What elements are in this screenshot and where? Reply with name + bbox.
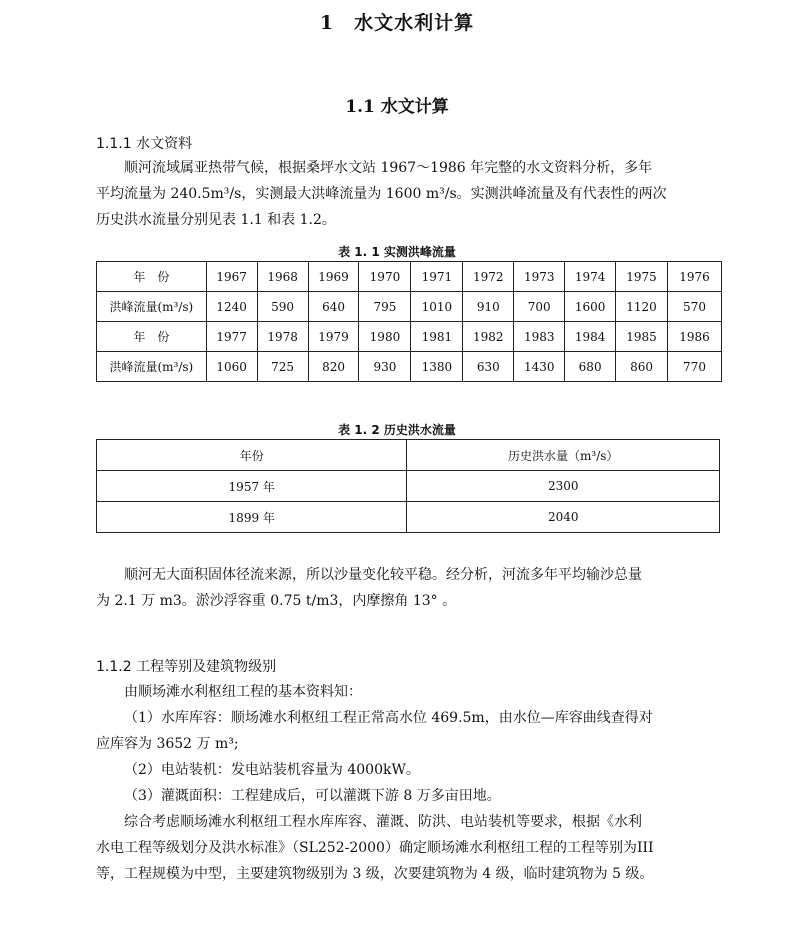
header-cell: 年份 — [97, 440, 407, 471]
paragraph-line: 由顺场滩水利枢纽工程的基本资料知： — [124, 684, 362, 700]
chapter-title: 1 水文水利计算 — [319, 12, 475, 34]
row-label: 年 份 — [97, 262, 207, 292]
year-cell: 1968 — [257, 262, 308, 292]
flow-cell: 910 — [463, 292, 514, 322]
paragraph-line: 历史洪水流量分别见表 1.1 和表 1.2。 — [96, 212, 336, 228]
paragraph-line: 应库容为 3652 万 m³; — [96, 736, 239, 752]
year-cell: 1972 — [463, 262, 514, 292]
year-cell: 1971 — [411, 262, 463, 292]
table1-caption: 表 1. 1 实测洪峰流量 — [338, 245, 456, 259]
flow-cell: 1380 — [411, 352, 463, 382]
flow-cell: 820 — [308, 352, 359, 382]
year-cell: 1979 — [308, 322, 359, 352]
flow-cell: 570 — [668, 292, 722, 322]
flow-cell: 2040 — [407, 502, 720, 533]
table-row — [97, 502, 720, 533]
year-cell: 1975 — [616, 262, 668, 292]
grade-paragraphs — [96, 679, 728, 887]
paragraph-line: 为 2.1 万 m3。淤沙浮容重 0.75 t/m3，内摩擦角 13° 。 — [96, 593, 457, 609]
sediment-paragraph — [96, 562, 728, 614]
table-row — [97, 352, 722, 382]
flood-peak-table — [96, 261, 722, 382]
flow-cell: 1240 — [206, 292, 257, 322]
year-cell: 1986 — [668, 322, 722, 352]
flow-cell: 1010 — [411, 292, 463, 322]
year-cell: 1969 — [308, 262, 359, 292]
paragraph-line: 等，工程规模为中型，主要建筑物级别为 3 级，次要建筑物为 4 级，临时建筑物为 5 级。 — [96, 866, 654, 882]
year-cell: 1967 — [206, 262, 257, 292]
year-cell: 1970 — [359, 262, 411, 292]
paragraph-line: 水电工程等级划分及洪水标准》（SL252-2000）确定顺场滩水利枢纽工程的工程等别为III — [96, 840, 654, 856]
flow-cell: 2300 — [407, 471, 720, 502]
year-cell: 1983 — [514, 322, 565, 352]
flow-cell: 590 — [257, 292, 308, 322]
year-cell: 1981 — [411, 322, 463, 352]
year-cell: 1973 — [514, 262, 565, 292]
year-cell: 1957 年 — [97, 471, 407, 502]
row-label: 年 份 — [97, 322, 207, 352]
table2-caption: 表 1. 2 历史洪水流量 — [338, 423, 456, 437]
flow-cell: 725 — [257, 352, 308, 382]
flow-cell: 640 — [308, 292, 359, 322]
table-row — [97, 440, 720, 471]
subsection-title-hydrology: 1.1.1 水文资料 — [96, 136, 193, 152]
flow-cell: 1600 — [565, 292, 616, 322]
year-cell: 1980 — [359, 322, 411, 352]
table-row — [97, 322, 722, 352]
year-cell: 1976 — [668, 262, 722, 292]
section-title: 1.1 水文计算 — [345, 97, 449, 117]
hydrology-paragraph — [96, 155, 728, 233]
year-cell: 1985 — [616, 322, 668, 352]
table-row — [97, 471, 720, 502]
flow-cell: 630 — [463, 352, 514, 382]
subsection-title-grade: 1.1.2 工程等别及建筑物级别 — [96, 659, 277, 675]
historical-flood-table — [96, 439, 720, 533]
paragraph-line: 顺河无大面积固体径流来源，所以沙量变化较平稳。经分析，河流多年平均输沙总量 — [124, 567, 642, 583]
flow-cell: 795 — [359, 292, 411, 322]
flow-cell: 1060 — [206, 352, 257, 382]
year-cell: 1982 — [463, 322, 514, 352]
table-row — [97, 292, 722, 322]
year-cell: 1977 — [206, 322, 257, 352]
paragraph-line: （1）水库库容：顺场滩水利枢纽工程正常高水位 469.5m，由水位—库容曲线查得对 — [124, 710, 653, 726]
flow-cell: 680 — [565, 352, 616, 382]
year-cell: 1984 — [565, 322, 616, 352]
table-row — [97, 262, 722, 292]
flow-cell: 1120 — [616, 292, 668, 322]
year-cell: 1978 — [257, 322, 308, 352]
paragraph-line: 综合考虑顺场滩水利枢纽工程水库库容、灌溉、防洪、电站装机等要求，根据《水利 — [124, 814, 642, 830]
row-label: 洪峰流量(m³/s) — [97, 352, 207, 382]
paragraph-line: 顺河流域属亚热带气候，根据桑坪水文站 1967～1986 年完整的水文资料分析，多年 — [124, 160, 653, 176]
paragraph-line: （3）灌溉面积：工程建成后，可以灌溉下游 8 万多亩田地。 — [124, 788, 501, 804]
header-cell: 历史洪水量（m³/s） — [407, 440, 720, 471]
flow-cell: 1430 — [514, 352, 565, 382]
paragraph-line: （2）电站装机：发电站装机容量为 4000kW。 — [124, 762, 420, 778]
row-label: 洪峰流量(m³/s) — [97, 292, 207, 322]
flow-cell: 860 — [616, 352, 668, 382]
year-cell: 1974 — [565, 262, 616, 292]
flow-cell: 930 — [359, 352, 411, 382]
flow-cell: 770 — [668, 352, 722, 382]
paragraph-line: 平均流量为 240.5m³/s，实测最大洪峰流量为 1600 m³/s。实测洪峰流量及有代表性的两次 — [96, 186, 667, 202]
year-cell: 1899 年 — [97, 502, 407, 533]
flow-cell: 700 — [514, 292, 565, 322]
